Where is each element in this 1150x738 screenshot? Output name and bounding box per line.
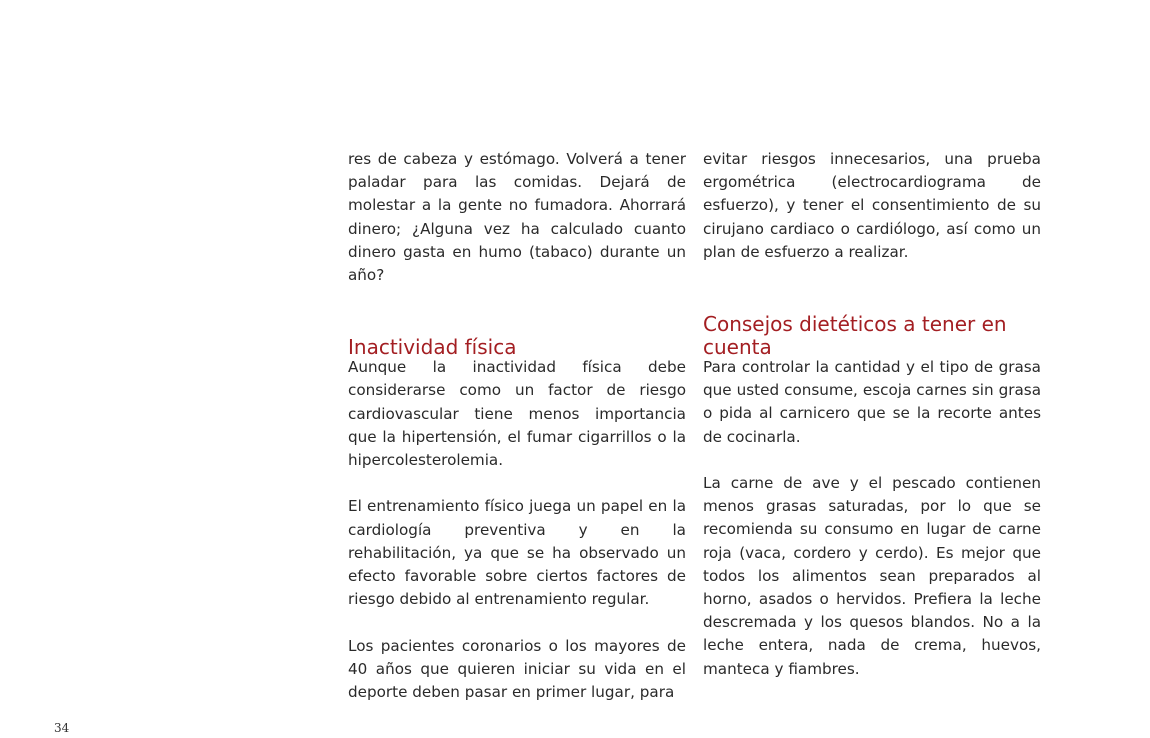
left-intro-paragraph: res de cabeza y estómago. Volverá a tener paladar para las comidas. Dejará de molestar a la gente no fumadora. Ahorrará dinero; ¿Alguna vez ha calculado cuanto dinero gasta en humo (tabaco) durante un año? [348,150,686,285]
left-paragraph-2: El entrenamiento físico juega un papel en la cardiología preventiva y en la rehabilitación, ya que se ha observado un efecto favorable sobre ciertos factores de riesgo debido al entrenamiento regular. [348,497,686,609]
right-paragraph-2: La carne de ave y el pescado contienen menos grasas saturadas, por lo que se recomienda su consumo en lugar de carne roja (vaca, cordero y cerdo). Es mejor que todos los alimentos sean preparados al horno, asados o hervidos. Prefiera la leche descremada y los quesos blandos. No a la leche entera, nada de crema, huevos, manteca y fiambres. [703,474,1041,678]
left-column [348,148,686,704]
right-paragraph-1: Para controlar la cantidad y el tipo de grasa que usted consume, escoja carnes sin grasa o pida al carnicero que se la recorte antes de cocinarla. [703,358,1041,446]
page-number: 34 [54,721,70,735]
heading-consejos-dieteticos: Consejos dietéticos a tener en cuenta [703,312,1007,360]
left-paragraph-3: Los pacientes coronarios o los mayores de 40 años que quieren iniciar su vida en el deporte deben pasar en primer lugar, para [348,636,686,702]
right-column [703,148,1041,681]
right-intro-paragraph: evitar riesgos innecesarios, una prueba ergométrica (electrocardiograma de esfuerzo), y tener el consentimiento de su cirujano cardiaco o cardiólogo, así como un plan de esfuerzo a realizar. [703,150,1041,261]
left-paragraph-1: Aunque la inactividad física debe considerarse como un factor de riesgo cardiovascular tiene menos importancia que la hipertensión, el fumar cigarrillos o la hipercolesterolemia. [348,358,686,470]
heading-inactividad-fisica: Inactividad física [348,335,517,360]
